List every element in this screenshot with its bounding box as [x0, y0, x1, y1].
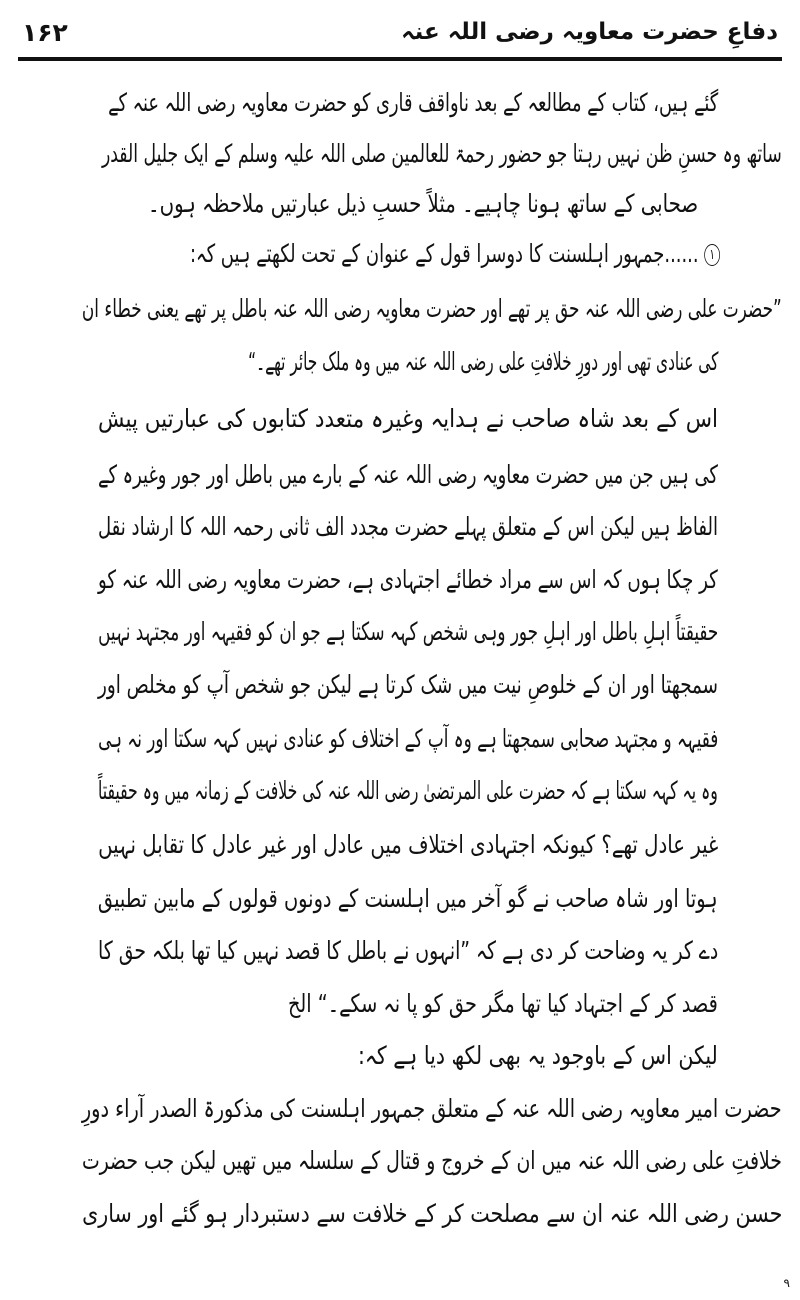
page-number: ۱۶۲ [22, 17, 68, 47]
text-line: کر چکا ہوں کہ اس سے مراد خطائے اجتہادی ہے، حضرت معاویہ رضی اللہ عنہ کو [98, 565, 718, 594]
text-line: قصد کر کے اجتہاد کیا تھا مگر حق کو پا نہ سکے۔“ الخ [288, 989, 718, 1018]
running-title: دفاعِ حضرت معاویہ رضی اللہ عنہ [401, 19, 778, 45]
text-line: الفاظ ہیں لیکن اس کے متعلق پہلے حضرت مجدد الف ثانی رحمہ اللہ کا ارشاد نقل [98, 512, 718, 541]
text-line: اس کے بعد شاہ صاحب نے ہدایہ وغیرہ متعدد کتابوں کی عبارتیں پیش [98, 404, 718, 433]
quote-line: خلافتِ علی رضی اللہ عنہ میں ان کے خروج و قتال کے سلسلہ میں تھیں لیکن جب حضرت [82, 1146, 782, 1175]
text-line: غیر عادل تھے؟ کیونکہ اجتہادی اختلاف میں عادل اور غیر عادل کا تقابل نہیں [97, 830, 718, 859]
text-line: دے کر یہ وضاحت کر دی ہے کہ ”انہوں نے باطل کا قصد نہیں کیا تھا بلکہ حق کا [97, 936, 718, 965]
text-line: ہوتا اور شاہ صاحب نے گو آخر میں اہلسنت کے دونوں قولوں کے مابین تطبیق [98, 884, 718, 913]
text-line: گئے ہیں، کتاب کے مطالعہ کے بعد ناواقف قاری کو حضرت معاویہ رضی اللہ عنہ کے [107, 88, 718, 117]
footnote-mark: ۹ [783, 1276, 790, 1290]
quote-line: ”حضرت علی رضی اللہ عنہ حق پر تھے اور حضرت معاویہ رضی اللہ عنہ باطل پر تھے یعنی خطاء ان [82, 294, 782, 323]
text-line: لیکن اس کے باوجود یہ بھی لکھ دیا ہے کہ: [358, 1041, 718, 1070]
text-line: سمجھتا اور ان کے خلوصِ نیت میں شک کرتا ہے لیکن جو شخص آپ کو مخلص اور [98, 670, 718, 699]
text-line: صحابی کے ساتھ ہونا چاہیے۔ مثلاً حسبِ ذیل عبارتیں ملاحظہ ہوں۔ [147, 189, 698, 218]
text-line: وہ یہ کہہ سکتا ہے کہ حضرت علی المرتضیٰ رضی اللہ عنہ کی خلافت کے زمانہ میں وہ حقیقتاً [98, 776, 718, 805]
quote-line: کی عنادی تھی اور دورِ خلافتِ علی رضی اللہ عنہ میں وہ ملک جائر تھے۔“ [247, 347, 718, 376]
text-line: ساتھ وہ حسنِ ظن نہیں رہتا جو حضور رحمۃ للعالمین صلی اللہ علیہ وسلم کے ایک جلیل القدر [102, 139, 782, 168]
text-line: فقیہہ و مجتہد صحابی سمجھتا ہے وہ آپ کے اختلاف کو عنادی نہیں کہہ سکتا اور نہ ہی [97, 724, 718, 753]
header-rule [18, 57, 782, 61]
text-line: کی ہیں جن میں حضرت معاویہ رضی اللہ عنہ کے بارے میں باطل اور جور وغیرہ کے [98, 460, 718, 489]
item-marker: ۱ [704, 244, 720, 266]
text-line: ۱ ......جمہور اہلسنت کا دوسرا قول کے عنوان کے تحت لکھتے ہیں کہ: [190, 241, 720, 266]
quote-line: حضرت امیر معاویہ رضی اللہ عنہ کے متعلق جمہور اہلسنت کی مذکورۃ الصدر آراء دورِ [82, 1094, 782, 1123]
quote-line: حسن رضی اللہ عنہ ان سے مصلحت کر کے خلافت سے دستبردار ہو گئے اور ساری [81, 1199, 782, 1228]
text-line: حقیقتاً اہلِ باطل اور اہلِ جور وہی شخص کہہ سکتا ہے جو ان کو فقیہہ اور مجتہد نہیں [97, 617, 718, 646]
page-header [22, 8, 778, 56]
